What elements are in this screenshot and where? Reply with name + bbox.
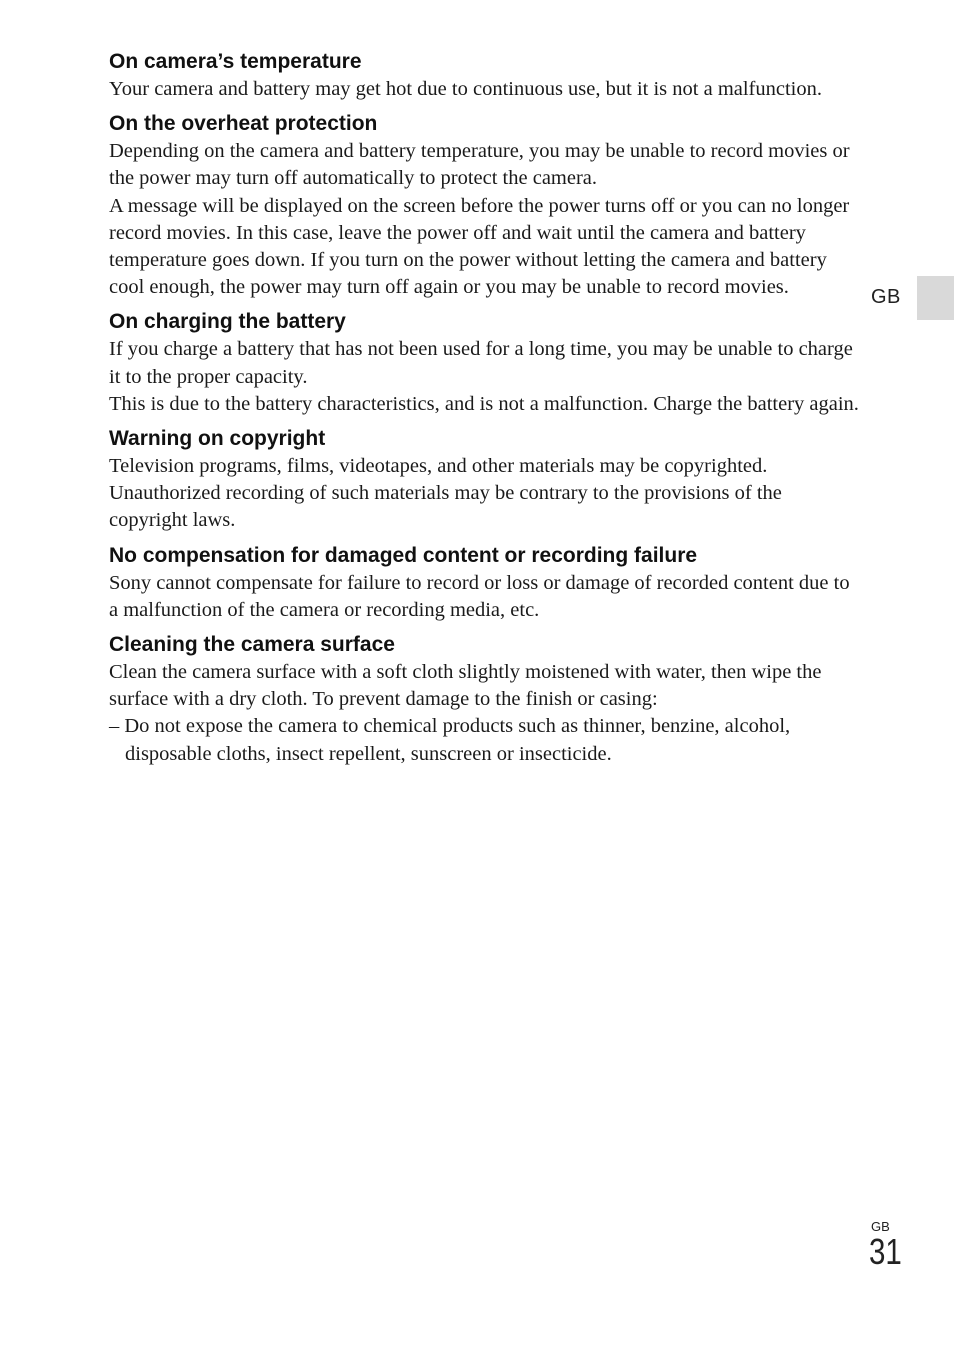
section-charging-battery [109, 308, 861, 418]
section-paragraph: A message will be displayed on the screen before the power turns off or you can no longer record movies. In this case, leave the power off and wait until the camera and battery temperature goes down. If you turn on the power without letting the camera and battery cool enough, the power may turn off again or you may be unable to record movies. [109, 194, 850, 299]
section-paragraph: Your camera and battery may get hot due to continuous use, but it is not a malfunction. [109, 78, 822, 100]
section-heading: Cleaning the camera surface [109, 633, 395, 657]
section-paragraph: This is due to the battery characteristics, and is not a malfunction. Charge the battery again. [109, 392, 859, 415]
language-tab-marker [917, 276, 954, 320]
section-cleaning-surface [109, 631, 861, 768]
section-heading: On charging the battery [109, 310, 346, 334]
section-paragraph: Television programs, films, videotapes, and other materials may be copyrighted. Unauthorized recording of such materials may be contrary to the provisions of the copyright laws. [109, 455, 782, 532]
footer-region-code: GB [871, 1219, 890, 1234]
section-paragraph: Depending on the camera and battery temperature, you may be unable to record movies or the power may turn off automatically to protect the camera. [109, 140, 850, 190]
page-content [109, 48, 861, 775]
bullet-item: – Do not expose the camera to chemical products such as thinner, benzine, alcohol, disposable cloths, insect repellent, sunscreen or insecticide. [109, 715, 791, 765]
section-overheat-protection [109, 110, 861, 301]
page-number: 31 [869, 1231, 902, 1272]
section-heading: On camera’s temperature [109, 50, 362, 73]
section-no-compensation [109, 542, 861, 624]
section-paragraph: Sony cannot compensate for failure to record or loss or damage of recorded content due to a malfunction of the camera or recording media, etc. [109, 571, 850, 621]
section-paragraph: If you charge a battery that has not been used for a long time, you may be unable to charge it to the proper capacity. [109, 338, 853, 388]
language-tab-label: GB [871, 286, 901, 308]
section-heading: Warning on copyright [109, 427, 326, 451]
section-paragraph: Clean the camera surface with a soft cloth slightly moistened with water, then wipe the surface with a dry cloth. To prevent damage to the finish or casing: [109, 661, 822, 711]
section-heading: On the overheat protection [109, 112, 378, 136]
section-camera-temperature [109, 48, 861, 103]
section-heading: No compensation for damaged content or recording failure [109, 543, 698, 567]
section-copyright-warning [109, 425, 861, 535]
